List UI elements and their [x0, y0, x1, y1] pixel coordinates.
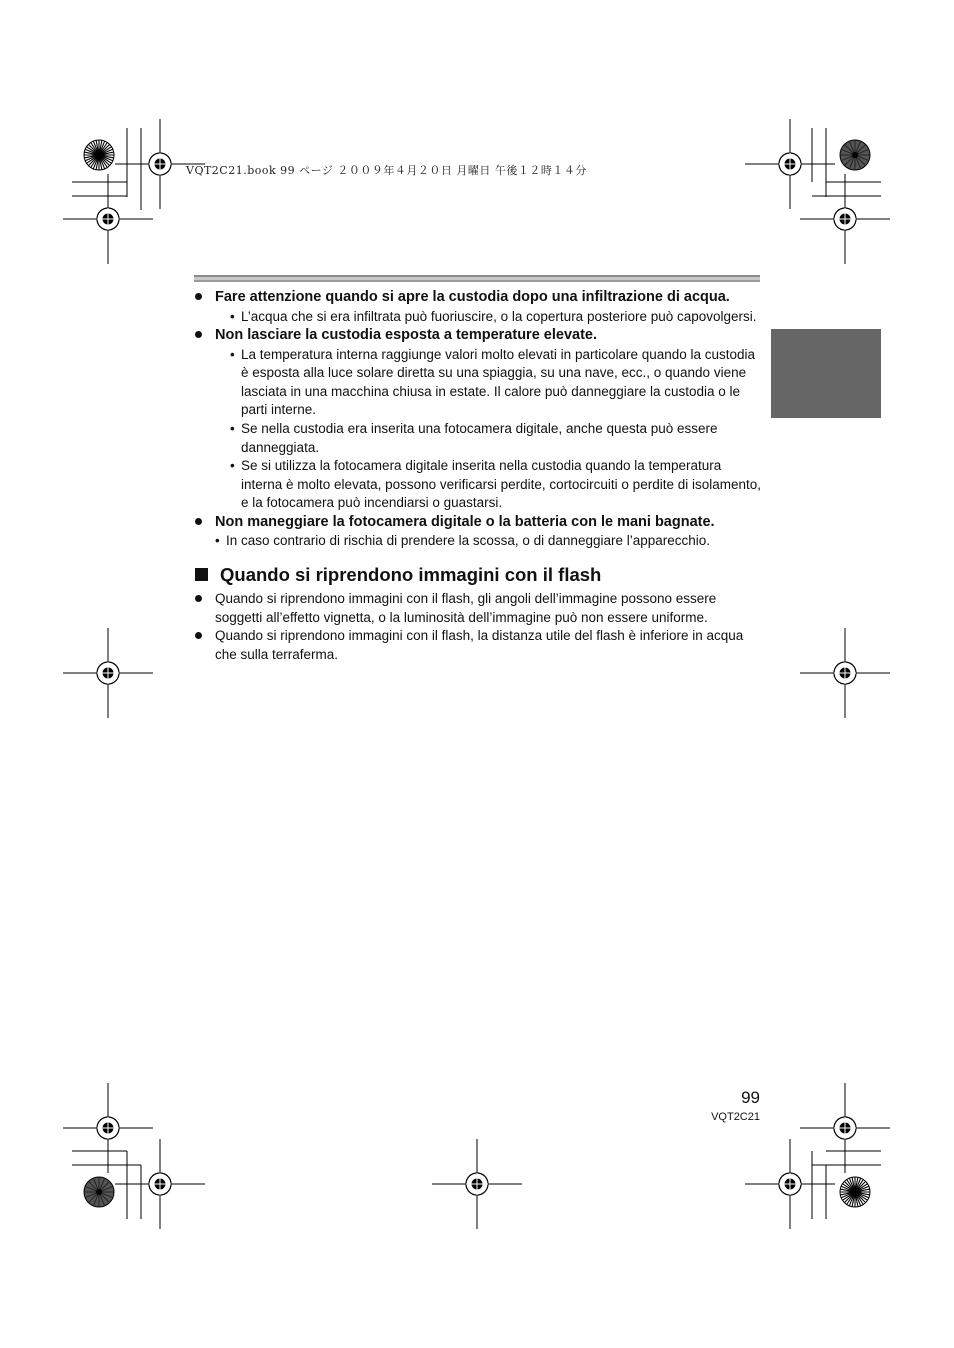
- section-heading-text: Quando si riprendono immagini con il flash: [220, 564, 602, 586]
- bullet-icon: [195, 331, 202, 338]
- caution-note: • In caso contrario di rischia di prendere la scossa, o di danneggiare l’apparecchio.: [215, 532, 764, 551]
- page-number: 99: [741, 1088, 760, 1107]
- top-rule: [194, 275, 760, 282]
- caution-heading: Non maneggiare la fotocamera digitale o la batteria con le mani bagnate.: [215, 513, 715, 530]
- caution-sublist: [215, 308, 764, 327]
- flash-item: [194, 590, 764, 627]
- caution-heading: Non lasciare la custodia esposta a temperature elevate.: [215, 327, 597, 344]
- print-header: VQT2C21.book 99 ページ ２００９年４月２０日 月曜日 午後１２時１４分: [186, 164, 587, 177]
- square-bullet-icon: [195, 568, 208, 581]
- flash-text: Quando si riprendono immagini con il flash, la distanza utile del flash è inferiore in acqua che sulla terraferma.: [215, 628, 744, 663]
- model-code: VQT2C21: [711, 1111, 760, 1123]
- flash-item: [194, 627, 764, 664]
- caution-item: [194, 288, 764, 326]
- section-heading: [194, 563, 764, 587]
- bullet-icon: [195, 293, 202, 300]
- caution-note: • Se si utilizza la fotocamera digitale inserita nella custodia quando la temperatura interna è molto elevata, possono verificarsi perdite, cortocircuiti o perdite di isolamento, e la fotocamera può incendiarsi o guastarsi.: [230, 457, 764, 513]
- flash-text: Quando si riprendono immagini con il flash, gli angoli dell’immagine possono essere soggetti all’effetto vignetta, o la luminosità dell’immagine può non essere uniforme.: [215, 591, 717, 625]
- caution-sublist: [215, 346, 764, 513]
- chapter-side-tab: [771, 329, 881, 418]
- caution-heading: Fare attenzione quando si apre la custodia dopo una infiltrazione di acqua.: [215, 289, 730, 305]
- caution-sublist: [215, 532, 764, 551]
- caution-note: • La temperatura interna raggiunge valori molto elevati in particolare quando la custodia è esposta alla luce solare diretta su una spiaggia, su una nave, ecc., o quando viene lasciata in una macchina chiusa in estate. Il calore può danneggiare la custodia o le parti interne.: [230, 346, 764, 420]
- page-content: [194, 288, 764, 665]
- caution-note: • Se nella custodia era inserita una fotocamera digitale, anche questa può essere danneggiata.: [230, 420, 764, 457]
- bullet-icon: [195, 595, 202, 602]
- caution-item: [194, 326, 764, 513]
- caution-item: [194, 513, 764, 551]
- bullet-icon: [195, 518, 202, 525]
- bullet-icon: [195, 632, 202, 639]
- caution-note: • L’acqua che si era infiltrata può fuoriuscire, o la copertura posteriore può capovolgersi.: [230, 308, 764, 327]
